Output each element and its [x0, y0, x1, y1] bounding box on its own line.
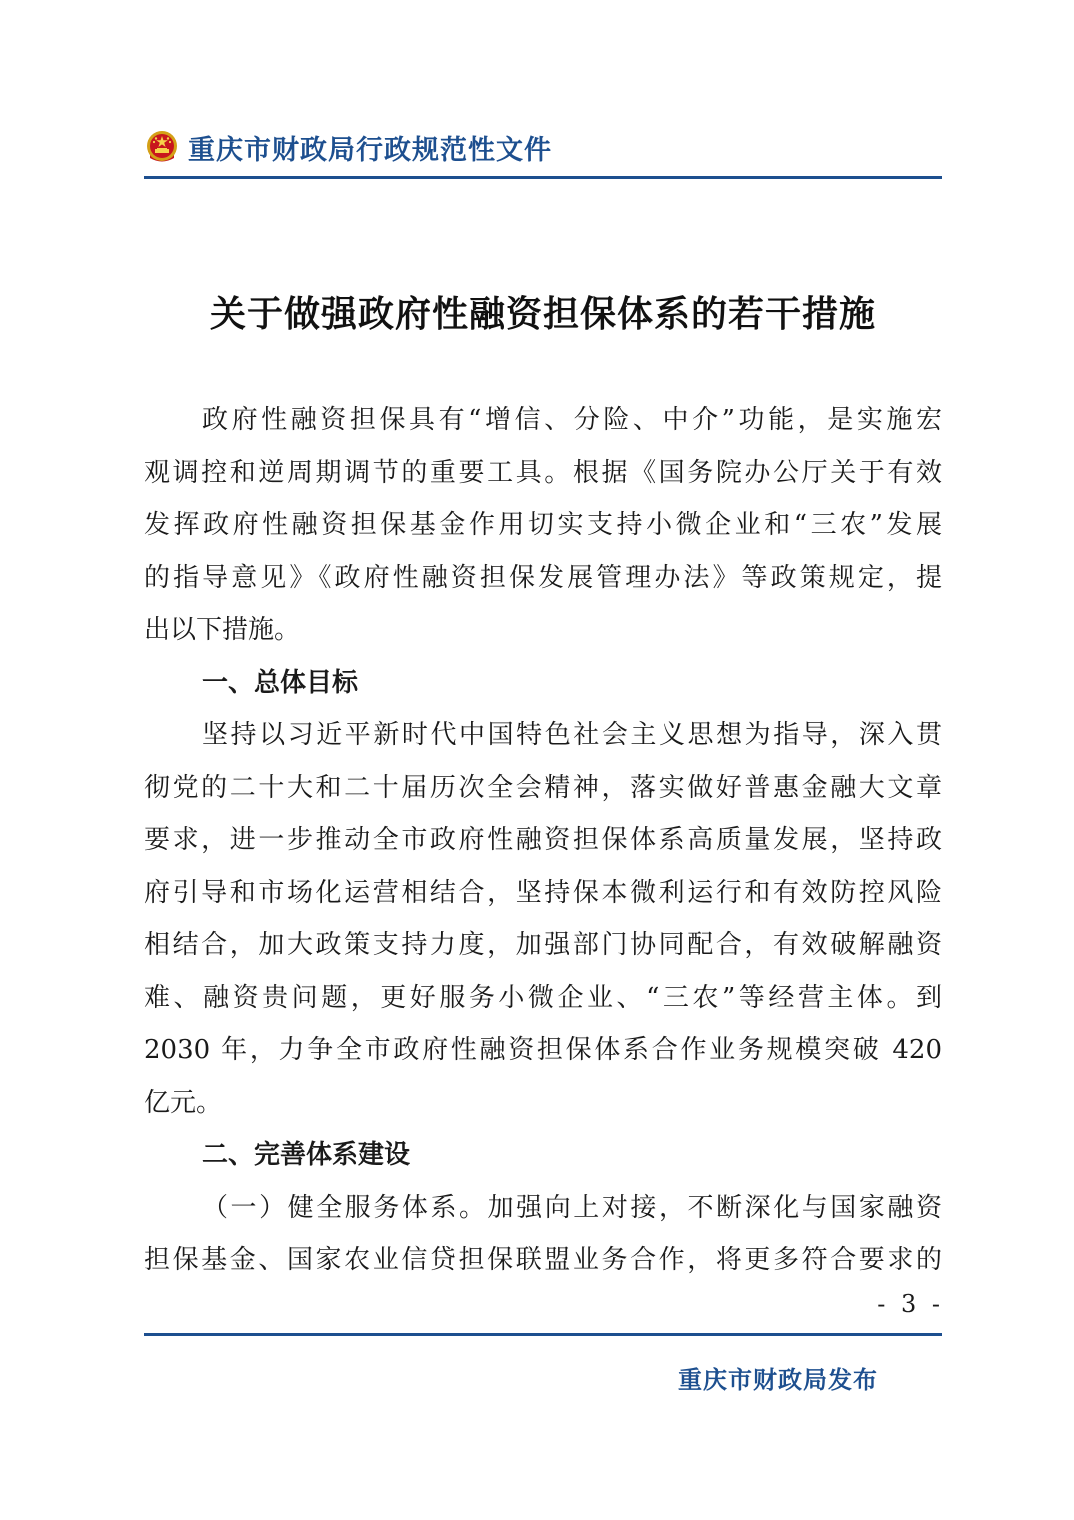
body-line: 出以下措施。 [144, 615, 301, 645]
body-line: 相结合，加大政策支持力度，加强部门协同配合，有效破解融资 [144, 930, 942, 960]
body-line: 彻党的二十大和二十届历次全会精神，落实做好普惠金融大文章 [144, 772, 942, 803]
body-line: 2030 年，力争全市政府性融资担保体系合作业务规模突破 420 [144, 1035, 942, 1065]
body-line: 亿元。 [144, 1087, 223, 1118]
section-heading: 一、总体目标 [202, 667, 359, 698]
body-line: 要求，进一步推动全市政府性融资担保体系高质量发展，坚持政 [144, 825, 942, 855]
body-line: 观调控和逆周期调节的重要工具。根据《国务院办公厅关于有效 [144, 457, 942, 488]
footer-divider [144, 1333, 942, 1336]
section-heading: 二、完善体系建设 [202, 1140, 411, 1170]
document-title: 关于做强政府性融资担保体系的若干措施 [209, 293, 876, 335]
body-line: 担保基金、国家农业信贷担保联盟业务合作，将更多符合要求的 [144, 1245, 942, 1275]
body-line: 的指导意见》《政府性融资担保发展管理办法》等政策规定，提 [144, 562, 942, 593]
publisher-label: 重庆市财政局发布 [678, 1366, 878, 1394]
document-header [144, 122, 944, 172]
body-line: 政府性融资担保具有“增信、分险、中介”功能，是实施宏 [202, 405, 942, 435]
body-line: 坚持以习近平新时代中国特色社会主义思想为指导，深入贯 [202, 720, 942, 750]
document-body [144, 394, 942, 1287]
body-line: 府引导和市场化运营相结合，坚持保本微利运行和有效防控风险 [144, 877, 942, 908]
body-line: 发挥政府性融资担保基金作用切实支持小微企业和“三农”发展 [144, 510, 942, 540]
page-number: - 3 - [877, 1290, 944, 1318]
body-line: 难、融资贵问题，更好服务小微企业、“三农”等经营主体。到 [144, 982, 942, 1013]
header-divider [144, 176, 942, 179]
body-line: （一）健全服务体系。加强向上对接，不断深化与国家融资 [202, 1192, 942, 1223]
national-emblem-icon [144, 129, 180, 165]
header-title: 重庆市财政局行政规范性文件 [188, 134, 552, 166]
